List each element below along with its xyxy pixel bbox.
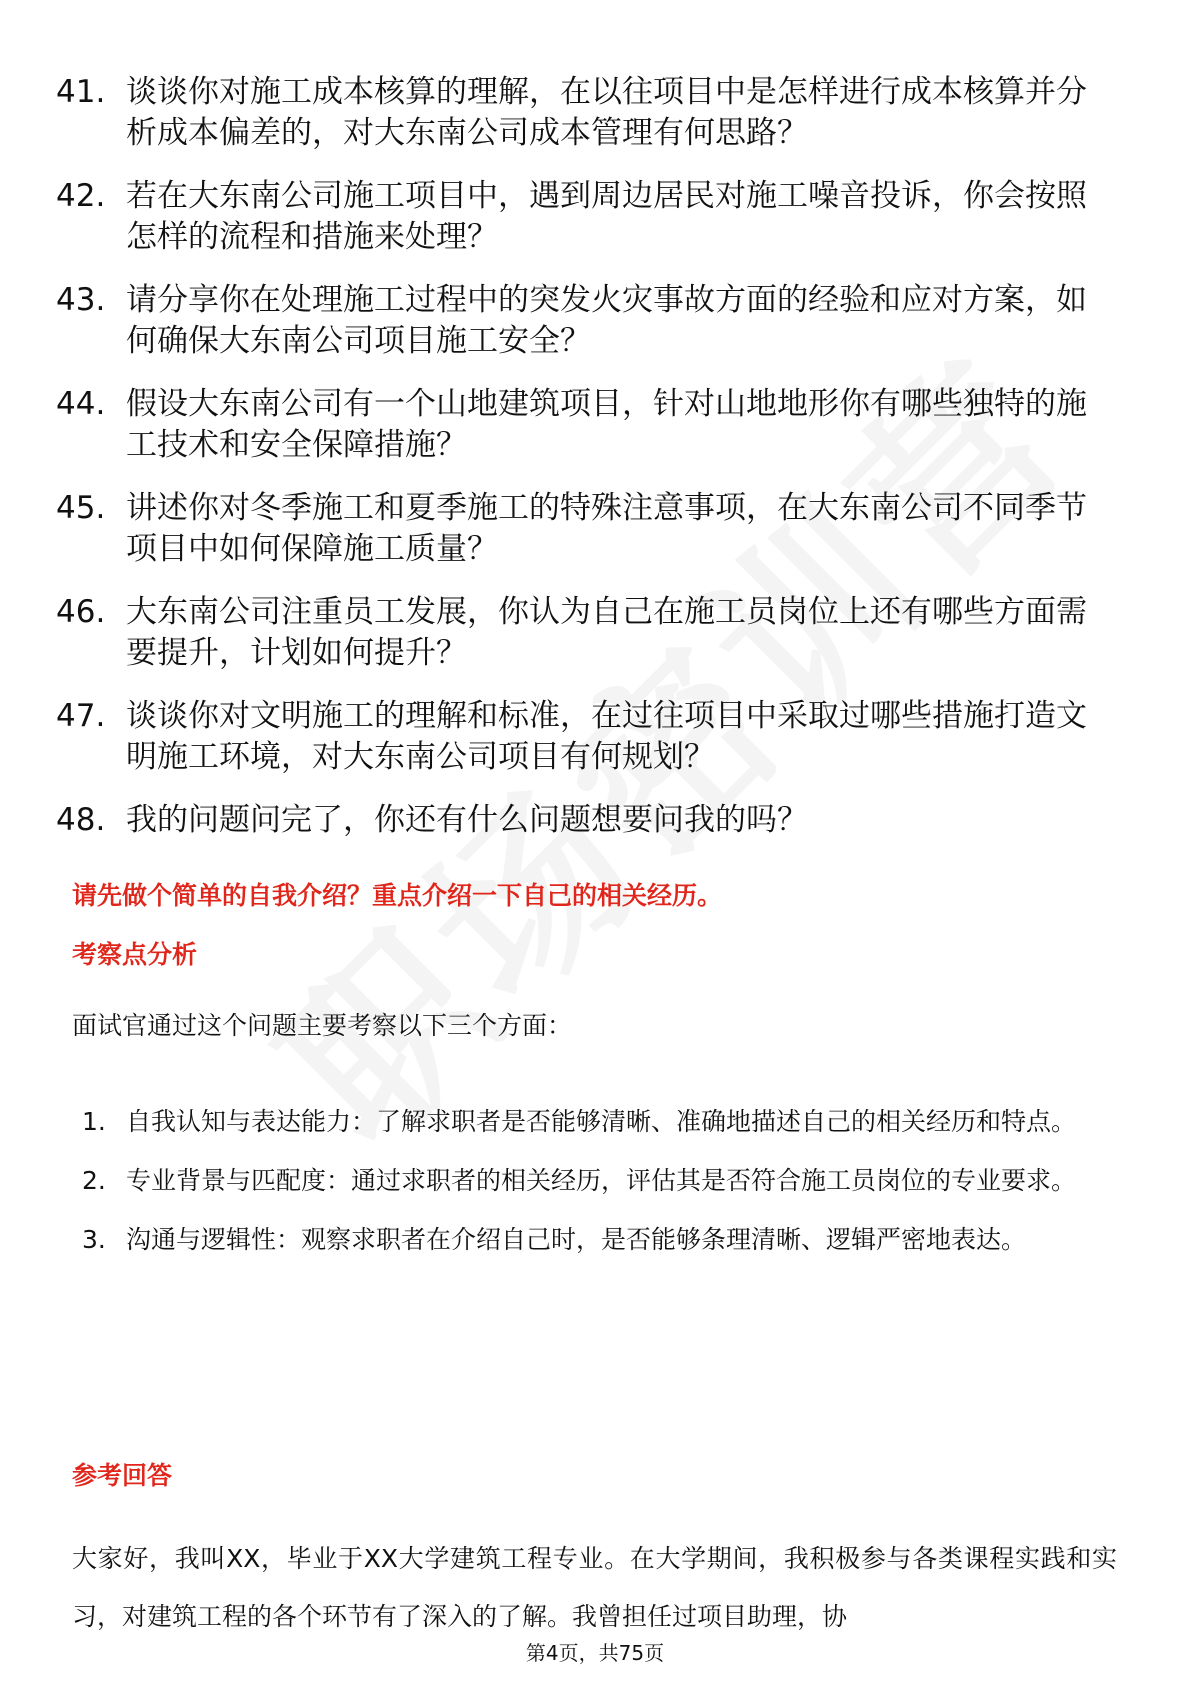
question-text: 若在大东南公司施工项目中，遇到周边居民对施工噪音投诉，你会按照怎样的流程和措施来处理？ <box>126 178 1087 255</box>
question-number: 46. <box>56 594 106 630</box>
answer-paragraph: 大家好，我叫XX，毕业于XX大学建筑工程专业。在大学期间，我积极参与各类课程实践和实习，对建筑工程的各个环节有了深入的了解。我曾担任过项目助理，协 <box>72 1544 1117 1631</box>
question-number: 47. <box>56 698 106 734</box>
list-item-number: 2. <box>82 1166 106 1195</box>
question-number: 42. <box>56 178 106 214</box>
question-item <box>56 800 1116 841</box>
list-item-text: 沟通与逻辑性：观察求职者在介绍自己时，是否能够条理清晰、逻辑严密地表达。 <box>126 1225 1027 1254</box>
page-footer: 第4页，共75页 <box>525 1641 665 1665</box>
question-text: 请分享你在处理施工过程中的突发火灾事故方面的经验和应对方案，如何确保大东南公司项目施工安全？ <box>126 282 1087 359</box>
question-text: 谈谈你对施工成本核算的理解，在以往项目中是怎样进行成本核算并分析成本偏差的，对大东南公司成本管理有何思路？ <box>126 74 1087 151</box>
question-item <box>56 176 1116 258</box>
question-text: 假设大东南公司有一个山地建筑项目，针对山地地形你有哪些独特的施工技术和安全保障措施？ <box>126 386 1087 463</box>
list-item-number: 1. <box>82 1107 106 1136</box>
question-item <box>56 280 1116 362</box>
analysis-heading: 考察点分析 <box>72 940 198 969</box>
question-number: 41. <box>56 74 106 110</box>
analysis-intro: 面试官通过这个问题主要考察以下三个方面： <box>72 1011 573 1040</box>
question-text: 讲述你对冬季施工和夏季施工的特殊注意事项，在大东南公司不同季节项目中如何保障施工质量？ <box>126 490 1087 567</box>
question-text: 谈谈你对文明施工的理解和标准，在过往项目中采取过哪些措施打造文明施工环境，对大东南公司项目有何规划？ <box>126 698 1087 775</box>
question-text: 我的问题问完了，你还有什么问题想要问我的吗？ <box>126 802 808 838</box>
list-item <box>82 1092 1117 1151</box>
question-number: 43. <box>56 282 106 318</box>
question-item <box>56 488 1116 570</box>
question-item <box>56 592 1116 674</box>
list-item-text: 专业背景与匹配度：通过求职者的相关经历，评估其是否符合施工员岗位的专业要求。 <box>126 1166 1077 1195</box>
analysis-points-list <box>82 1092 1117 1269</box>
question-number: 44. <box>56 386 106 422</box>
featured-question: 请先做个简单的自我介绍？重点介绍一下自己的相关经历。 <box>72 881 723 910</box>
question-item <box>56 696 1116 778</box>
question-text: 大东南公司注重员工发展，你认为自己在施工员岗位上还有哪些方面需要提升，计划如何提升？ <box>126 594 1087 671</box>
question-item <box>56 72 1116 154</box>
question-item <box>56 384 1116 466</box>
list-item <box>82 1151 1117 1210</box>
answer-heading: 参考回答 <box>72 1461 173 1490</box>
list-item-text: 自我认知与表达能力：了解求职者是否能够清晰、准确地描述自己的相关经历和特点。 <box>126 1107 1077 1136</box>
question-number: 45. <box>56 490 106 526</box>
list-item-number: 3. <box>82 1225 106 1254</box>
question-list <box>56 72 1116 863</box>
list-item <box>82 1210 1117 1269</box>
question-number: 48. <box>56 802 106 838</box>
